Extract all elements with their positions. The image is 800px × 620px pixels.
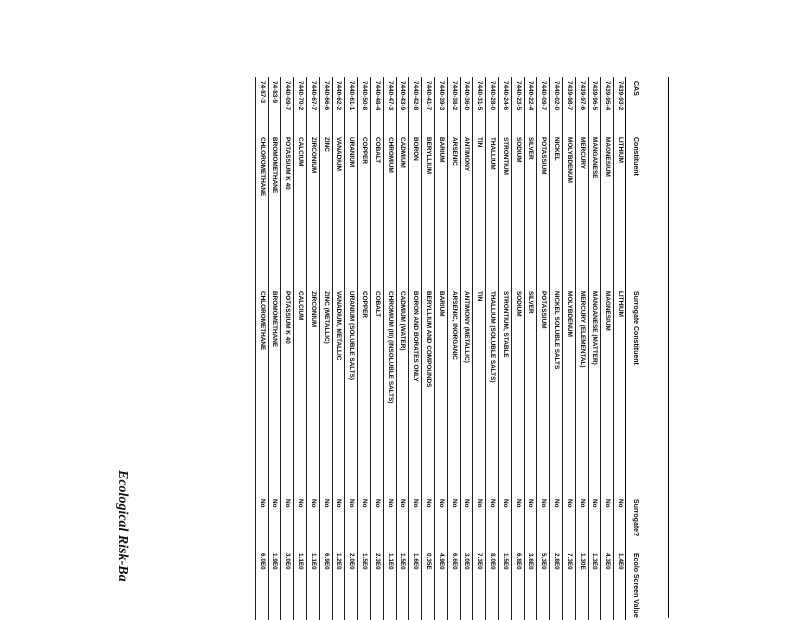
page-right-rule: [668, 77, 669, 618]
cell-constituent: COPPER: [361, 137, 369, 164]
cell-surrogate-constituent: BERYLLIUM AND COMPOUNDS: [425, 291, 433, 388]
cell-constituent: POTASSIUM: [540, 137, 548, 175]
cell-value: 1.6E0: [412, 553, 420, 570]
table-row: [447, 77, 460, 620]
table-row: [332, 77, 345, 620]
header-value: Ecolo Screen Value: [632, 553, 639, 618]
cell-surrogate: No: [501, 499, 509, 508]
cell-constituent: CALCIUM: [297, 137, 305, 167]
cell-surrogate: No: [386, 499, 394, 508]
cell-cas: 74-87-3: [258, 81, 266, 104]
cell-surrogate: No: [476, 499, 484, 508]
cell-cas: 7439-98-7: [565, 81, 573, 111]
cell-surrogate: No: [284, 499, 292, 508]
cell-cas: 7439-95-4: [604, 81, 612, 111]
table-row: [396, 77, 409, 620]
cell-surrogate-constituent: MAGNESIUM: [604, 291, 612, 331]
cell-surrogate: No: [412, 499, 420, 508]
table-row: [370, 77, 383, 620]
table-row: [536, 77, 549, 620]
cell-constituent: CADMIUM: [399, 137, 407, 168]
cell-surrogate: No: [514, 499, 522, 508]
table-row: [421, 77, 434, 620]
cell-cas: 7440-50-8: [361, 81, 369, 111]
cell-cas: 7440-39-3: [437, 81, 445, 111]
cell-value: 1.9E0: [271, 553, 279, 570]
cell-cas: 7440-62-2: [335, 81, 343, 111]
header-surrogate-constituent: Surrogate Constituent: [632, 291, 639, 365]
table-row: [485, 77, 498, 620]
header-surrogate: Surrogate?: [632, 499, 639, 537]
cell-constituent: THALLIUM: [489, 137, 497, 170]
cell-surrogate: No: [309, 499, 317, 508]
cell-value: 5.3E0: [540, 553, 548, 570]
table-body: [255, 77, 626, 620]
cell-surrogate: No: [335, 499, 343, 508]
cell-cas: 74-83-9: [271, 81, 279, 104]
cell-surrogate-constituent: ZINC (METALLIC): [322, 291, 330, 344]
cell-cas: 7440-43-9: [399, 81, 407, 111]
table-row: [357, 77, 370, 620]
table-row: [600, 77, 613, 620]
cell-value: 0.35E: [425, 553, 433, 570]
cell-constituent: ARSENIC: [450, 137, 458, 166]
cell-cas: 7440-67-7: [309, 81, 317, 111]
cell-surrogate: No: [604, 499, 612, 508]
cell-value: 6.8E0: [514, 553, 522, 570]
table-row: [268, 77, 281, 620]
cell-constituent: MAGNESIUM: [604, 137, 612, 177]
cell-surrogate-constituent: MOLYBDENUM: [565, 291, 573, 337]
table-row: [293, 77, 306, 620]
cell-constituent: TIN: [476, 137, 484, 148]
cell-cas: 7440-70-2: [297, 81, 305, 111]
cell-constituent: SODIUM: [514, 137, 522, 163]
cell-constituent: CHROMIUM: [386, 137, 394, 173]
cell-surrogate: No: [271, 499, 279, 508]
cell-cas: 7440-48-4: [373, 81, 381, 111]
cell-surrogate: No: [450, 499, 458, 508]
cell-surrogate-constituent: NICKEL SOLUBLE SALTS: [553, 291, 561, 370]
cell-surrogate-constituent: CHLOROMETHANE: [258, 291, 266, 351]
cell-cas: 7440-61-1: [348, 81, 356, 111]
cell-constituent: VANADIUM: [335, 137, 343, 171]
cell-constituent: POTASSIUM K 40: [284, 137, 292, 190]
cell-surrogate: No: [540, 499, 548, 508]
cell-cas: 7440-42-8: [412, 81, 420, 111]
page-title: Ecological Risk-Ba: [115, 470, 130, 582]
cell-surrogate-constituent: POTASSIUM K 40: [284, 291, 292, 344]
cell-constituent: NICKEL: [553, 137, 561, 161]
cell-value: 7.3E0: [565, 553, 573, 570]
cell-cas: 7440-09-7: [284, 81, 292, 111]
cell-surrogate-constituent: TIN: [476, 291, 484, 302]
cell-surrogate-constituent: POTASSIUM: [540, 291, 548, 329]
cell-constituent: ZINC: [322, 137, 330, 152]
cell-surrogate-constituent: MANGANESE (MATTER): [591, 291, 599, 365]
cell-value: 2.8E0: [553, 553, 561, 570]
cell-surrogate-constituent: COBALT: [373, 291, 381, 318]
cell-constituent: URANIUM: [348, 137, 356, 168]
cell-surrogate: No: [373, 499, 381, 508]
cell-surrogate-constituent: SODIUM: [514, 291, 522, 317]
header-cas: CAS: [632, 81, 639, 96]
cell-value: 7.3E0: [476, 553, 484, 570]
cell-constituent: BARIUM: [437, 137, 445, 163]
cell-cas: 7440-22-4: [527, 81, 535, 111]
table-row: [408, 77, 421, 620]
cell-constituent: BORON: [412, 137, 420, 161]
cell-value: 1.2E0: [335, 553, 343, 570]
table-row: [280, 77, 293, 620]
cell-surrogate: No: [578, 499, 586, 508]
cell-cas: 7440-36-0: [463, 81, 471, 111]
cell-surrogate: No: [361, 499, 369, 508]
cell-cas: 7440-23-5: [514, 81, 522, 111]
table-row: [255, 77, 268, 620]
cell-constituent: LITHIUM: [617, 137, 624, 163]
cell-value: 6.0E0: [258, 553, 266, 570]
rotated-table-page: [115, 77, 668, 620]
cell-cas: 7440-09-7: [540, 81, 548, 111]
cell-value: 1.5E0: [399, 553, 407, 570]
cell-constituent: ANTIMONY: [463, 137, 471, 172]
cell-surrogate: No: [489, 499, 497, 508]
cell-surrogate-constituent: ANTIMONY (METALLIC): [463, 291, 471, 363]
cell-surrogate-constituent: ARSENIC, INORGANIC: [450, 291, 458, 360]
cell-value: 1.1E0: [386, 553, 394, 570]
table-row: [549, 77, 562, 620]
cell-cas: 7440-28-0: [489, 81, 497, 111]
table-row: [524, 77, 537, 620]
table-row: [588, 77, 601, 620]
cell-value: 1.4E0: [617, 553, 624, 570]
cell-surrogate-constituent: BARIUM: [437, 291, 445, 317]
table-row: [460, 77, 473, 620]
table-row: [434, 77, 447, 620]
cell-cas: 7440-47-3: [386, 81, 394, 111]
cell-constituent: MANGANESE: [591, 137, 599, 179]
header-constituent: Constituent: [632, 137, 639, 176]
table-row: [498, 77, 511, 620]
cell-surrogate-constituent: SILVER: [527, 291, 535, 314]
cell-surrogate: No: [425, 499, 433, 508]
cell-cas: 7439-93-2: [617, 81, 624, 111]
cell-value: 1.1E0: [309, 553, 317, 570]
cell-value: 1.5E0: [501, 553, 509, 570]
table-row: [472, 77, 485, 620]
table-row: [562, 77, 575, 620]
cell-value: 4.3E0: [604, 553, 612, 570]
cell-value: 1.3E0: [591, 553, 599, 570]
cell-surrogate-constituent: CADMIUM (WATER): [399, 291, 407, 351]
cell-surrogate: No: [297, 499, 305, 508]
cell-surrogate: No: [258, 499, 266, 508]
cell-constituent: CHLOROMETHANE: [258, 137, 266, 197]
cell-surrogate-constituent: LITHIUM: [617, 291, 624, 317]
cell-cas: 7439-96-5: [591, 81, 599, 111]
cell-value: 3.6E0: [527, 553, 535, 570]
cell-surrogate-constituent: VANADIUM, METALLIC: [335, 291, 343, 361]
cell-constituent: MOLYBDENUM: [565, 137, 573, 183]
table-row: [511, 77, 524, 620]
cell-constituent: ZIRCONIUM: [309, 137, 317, 174]
cell-surrogate-constituent: BORON AND BORATES ONLY: [412, 291, 420, 382]
table-row: [319, 77, 332, 620]
cell-surrogate-constituent: COPPER: [361, 291, 369, 318]
cell-value: 3.0E0: [463, 553, 471, 570]
cell-constituent: STRONTIUM: [501, 137, 509, 175]
cell-surrogate-constituent: CALCIUM: [297, 291, 305, 321]
cell-cas: 7440-66-6: [322, 81, 330, 111]
cell-surrogate: No: [565, 499, 573, 508]
cell-value: 4.9E0: [437, 553, 445, 570]
cell-surrogate: No: [399, 499, 407, 508]
cell-cas: 7440-38-2: [450, 81, 458, 111]
cell-surrogate-constituent: BROMOMETHANE: [271, 291, 279, 348]
table-row: [383, 77, 396, 620]
cell-cas: 7439-97-6: [578, 81, 586, 111]
cell-surrogate-constituent: URANIUM (SOLUBLE SALTS): [348, 291, 356, 380]
cell-constituent: MERCURY: [578, 137, 586, 170]
cell-surrogate: No: [617, 499, 624, 508]
cell-surrogate: No: [437, 499, 445, 508]
cell-surrogate: No: [322, 499, 330, 508]
table-header: [625, 77, 668, 620]
cell-value: 2.3E0: [373, 553, 381, 570]
cell-cas: 7440-24-6: [501, 81, 509, 111]
cell-surrogate-constituent: ZIRCONIUM: [309, 291, 317, 328]
table-row: [344, 77, 357, 620]
cell-value: 2.0E0: [348, 553, 356, 570]
cell-surrogate: No: [348, 499, 356, 508]
cell-surrogate: No: [527, 499, 535, 508]
cell-surrogate-constituent: CHROMIUM (III) (INSOLUBLE SALTS): [386, 291, 394, 404]
cell-surrogate-constituent: MERCURY (ELEMENTAL): [578, 291, 586, 368]
cell-constituent: BROMOMETHANE: [271, 137, 279, 194]
cell-value: 6.9E0: [322, 553, 330, 570]
cell-constituent: SILVER: [527, 137, 535, 160]
table-row: [575, 77, 588, 620]
cell-surrogate: No: [553, 499, 561, 508]
cell-value: 6.6E0: [450, 553, 458, 570]
cell-constituent: BERYLLIUM: [425, 137, 433, 175]
cell-cas: 7440-31-5: [476, 81, 484, 111]
table-row: [613, 77, 626, 620]
cell-value: 3.0E0: [284, 553, 292, 570]
cell-surrogate: No: [591, 499, 599, 508]
cell-cas: 7440-41-7: [425, 81, 433, 111]
cell-constituent: COBALT: [373, 137, 381, 164]
cell-value: 1.5E0: [361, 553, 369, 570]
cell-cas: 7440-02-0: [553, 81, 561, 111]
cell-surrogate-constituent: THALLIUM (SOLUBLE SALTS): [489, 291, 497, 383]
cell-value: 1.1E0: [297, 553, 305, 570]
cell-surrogate-constituent: STRONTIUM, STABLE: [501, 291, 509, 358]
cell-value: 8.0E0: [489, 553, 497, 570]
table-row: [306, 77, 319, 620]
cell-value: 1.30E: [578, 553, 586, 570]
cell-surrogate: No: [463, 499, 471, 508]
